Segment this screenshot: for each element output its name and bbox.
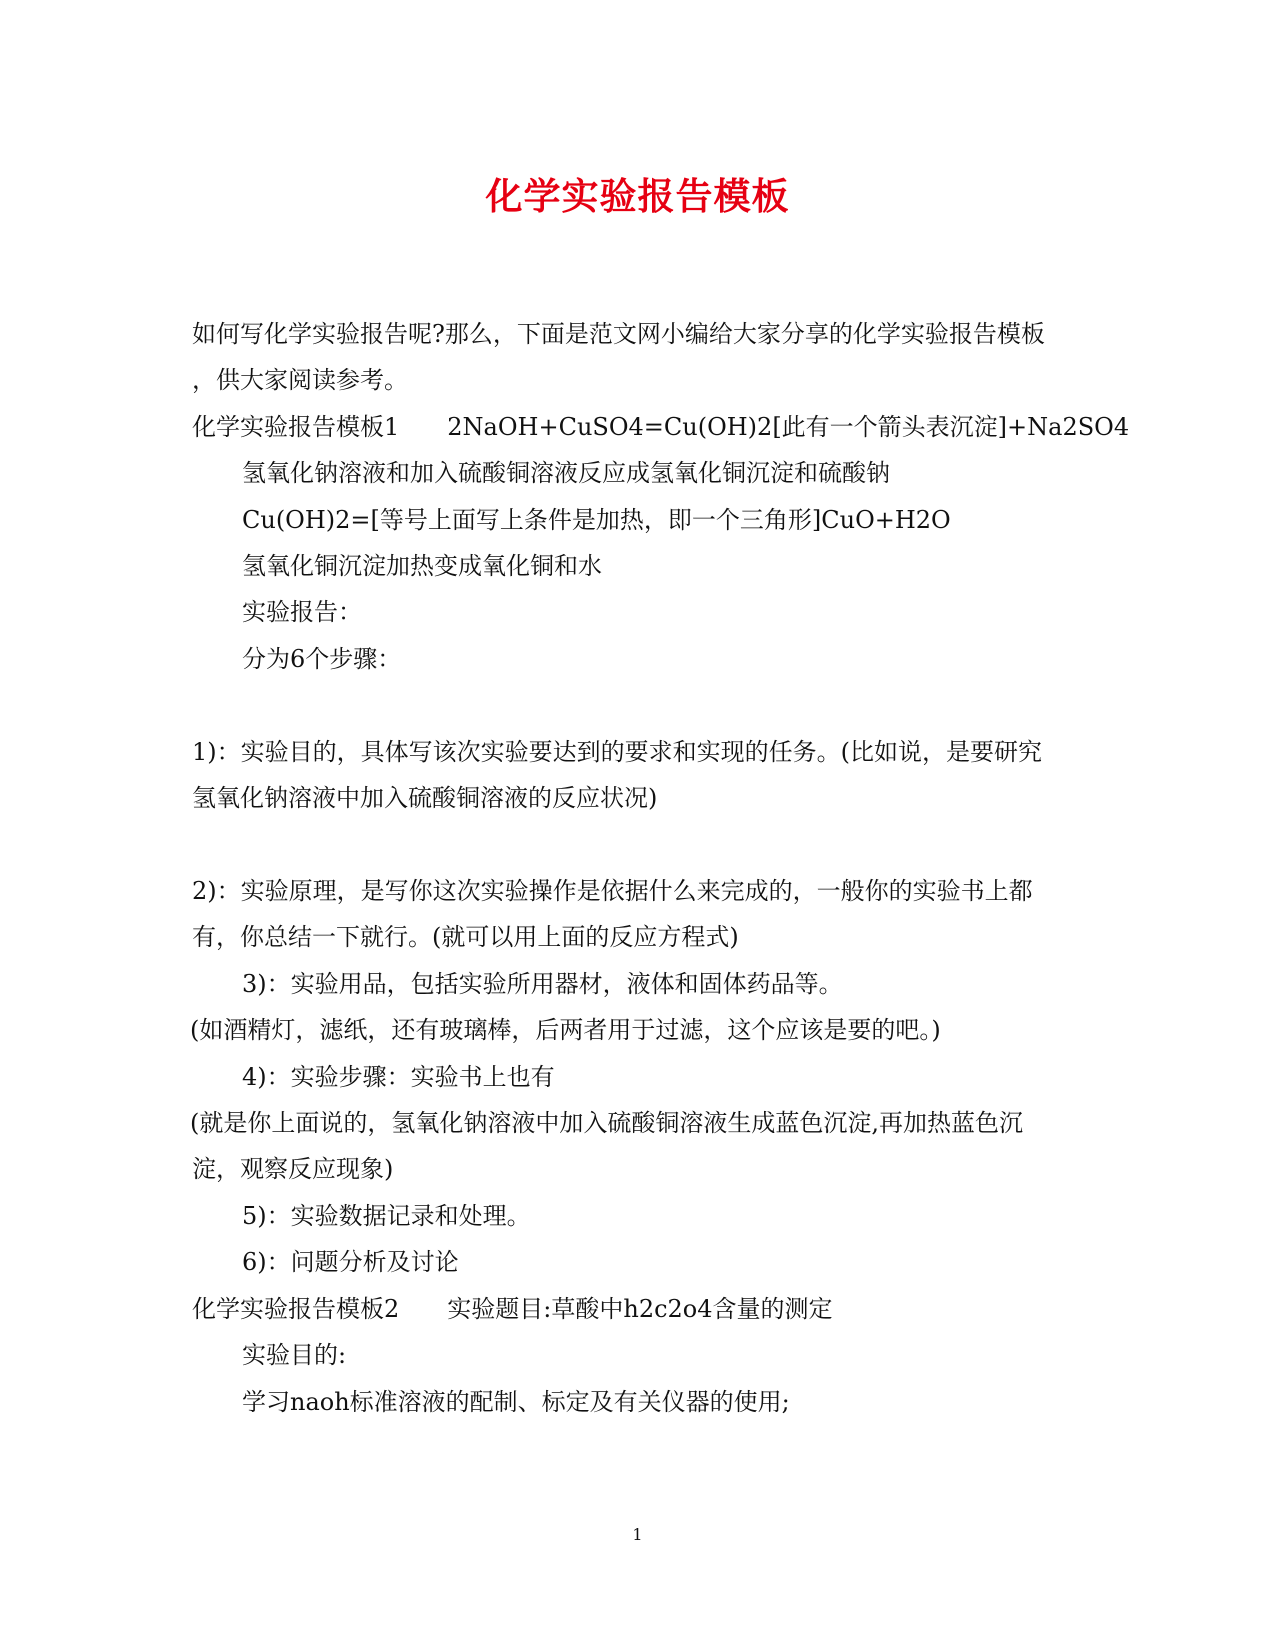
intro-line-1: 如何写化学实验报告呢?那么，下面是范文网小编给大家分享的化学实验报告模板: [192, 320, 1045, 348]
reaction-description-2: 氢氧化铜沉淀加热变成氧化铜和水: [242, 552, 602, 580]
experiment-title: 实验题目:草酸中h2c2o4含量的测定: [447, 1295, 833, 1323]
template2-heading-line: [192, 1293, 833, 1325]
step-5: 5)：实验数据记录和处理。: [242, 1202, 531, 1230]
page-number: 1: [632, 1525, 643, 1544]
step-2-line-1: 2)：实验原理，是写你这次实验操作是依据什么来完成的，一般你的实验书上都: [192, 877, 1033, 905]
step-2-line-2: 有，你总结一下就行。(就可以用上面的反应方程式): [192, 923, 739, 951]
step-4-note-2: 淀，观察反应现象): [192, 1155, 394, 1183]
step-1-line-1: 1)：实验目的，具体写该次实验要达到的要求和实现的任务。(比如说，是要研究: [192, 738, 1042, 766]
intro-line-2: ，供大家阅读参考。: [192, 366, 408, 394]
template1-heading-line: [192, 411, 1129, 443]
step-6: 6)：问题分析及讨论: [242, 1248, 459, 1276]
purpose-heading: 实验目的:: [242, 1341, 347, 1369]
purpose-item-1: 学习naoh标准溶液的配制、标定及有关仪器的使用;: [242, 1388, 790, 1416]
reaction-equation-2: Cu(OH)2=[等号上面写上条件是加热，即一个三角形]CuO+H2O: [242, 506, 951, 534]
step-4: 4)：实验步骤：实验书上也有: [242, 1063, 555, 1091]
template1-heading: 化学实验报告模板1: [192, 413, 400, 441]
step-3: 3)：实验用品，包括实验所用器材，液体和固体药品等。: [242, 970, 843, 998]
report-heading: 实验报告：: [242, 598, 362, 626]
reaction-equation-1: 2NaOH+CuSO4=Cu(OH)2[此有一个箭头表沉淀]+Na2SO4: [447, 413, 1130, 441]
reaction-description-1: 氢氧化钠溶液和加入硫酸铜溶液反应成氢氧化铜沉淀和硫酸钠: [242, 459, 890, 487]
step-4-note-1: (就是你上面说的，氢氧化钠溶液中加入硫酸铜溶液生成蓝色沉淀,再加热蓝色沉: [190, 1109, 1023, 1137]
document-title: 化学实验报告模板: [485, 174, 790, 218]
step-1-line-2: 氢氧化钠溶液中加入硫酸铜溶液的反应状况): [192, 784, 658, 812]
step-3-note: (如酒精灯，滤纸，还有玻璃棒，后两者用于过滤，这个应该是要的吧。): [190, 1016, 941, 1044]
steps-intro: 分为6个步骤：: [242, 645, 402, 673]
template2-heading: 化学实验报告模板2: [192, 1295, 400, 1323]
